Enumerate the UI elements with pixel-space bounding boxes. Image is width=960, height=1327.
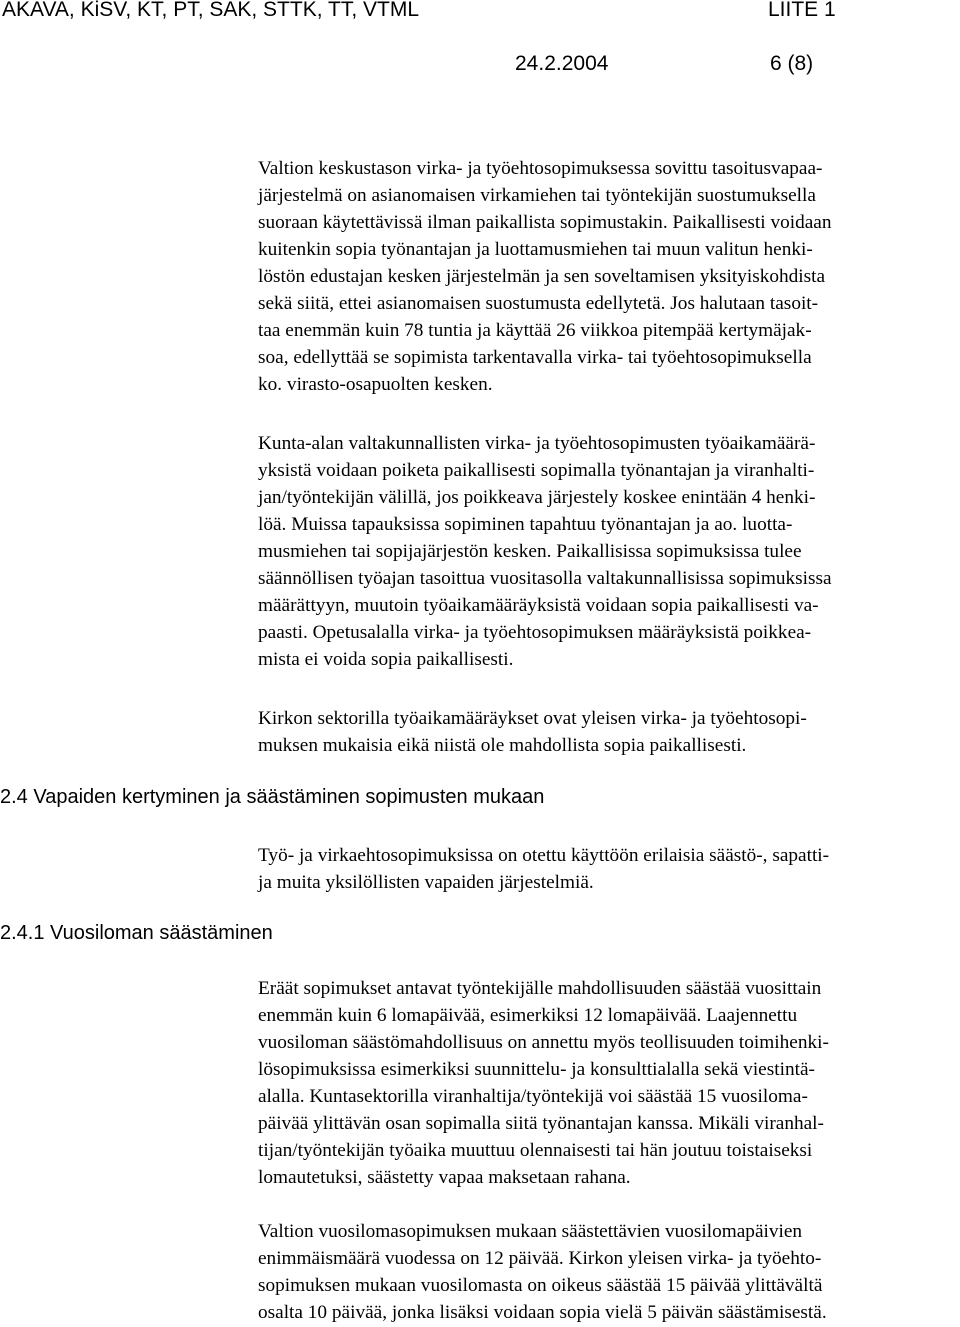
text-line: musmiehen tai sopijajärjestön kesken. Paikallisissa sopimuksissa tulee [258,541,802,562]
text-line: löä. Muissa tapauksissa sopiminen tapahtuu työnantajan ja ao. luotta- [258,514,793,535]
text-line: enemmän kuin 6 lomapäivää, esimerkiksi 12 lomapäivää. Laajennettu [258,1005,798,1026]
text-line: Valtion keskustason virka- ja työehtosopimuksessa sovittu tasoitusvapaa- [258,158,823,179]
text-line: järjestelmä on asianomaisen virkamiehen tai työntekijän suostumuksella [258,185,816,206]
text-line: määrättyyn, muutoin työaikamääräyksistä voidaan sopia paikallisesti va- [258,595,819,616]
text-line: mista ei voida sopia paikallisesti. [258,649,514,670]
header-page-number: 6 (8) [770,52,814,75]
text-line: paasti. Opetusalalla virka- ja työehtosopimuksen määräyksistä poikkea- [258,622,812,643]
header-organizations: AKAVA, KiSV, KT, PT, SAK, STTK, TT, VTML [2,0,420,21]
header-appendix: LIITE 1 [768,0,836,21]
text-line: lösopimuksissa esimerkiksi suunnittelu- ja konsulttialalla sekä viestintä- [258,1059,815,1080]
text-line: alalla. Kuntasektorilla viranhaltija/työntekijä voi säästää 15 vuosiloma- [258,1086,808,1107]
text-line: kuitenkin sopia työnantajan ja luottamusmiehen tai muun valitun henki- [258,239,813,260]
text-line: päivää ylittävän osan sopimalla siitä työnantajan kanssa. Mikäli viranhal- [258,1113,824,1134]
text-line: sopimuksen mukaan vuosilomasta on oikeus säästää 15 päivää ylittävältä [258,1275,823,1296]
section-heading-2-4: 2.4 Vapaiden kertyminen ja säästäminen sopimusten mukaan [0,786,545,808]
header-date: 24.2.2004 [515,52,609,75]
text-line: ko. virasto-osapuolten kesken. [258,374,493,395]
text-line: lomautetuksi, säästetty vapaa maksetaan rahana. [258,1167,631,1188]
text-line: jan/työntekijän välillä, jos poikkeava järjestely koskee enintään 4 henki- [258,487,816,508]
text-line: yksistä voidaan poiketa paikallisesti sopimalla työnantajan ja viranhalti- [258,460,815,481]
text-line: soa, edellyttää se sopimista tarkentavalla virka- tai työehtosopimuksella [258,347,812,368]
text-line: säännöllisen työajan tasoittua vuositasolla valtakunnallisissa sopimuksissa [258,568,832,589]
text-line: osalta 10 päivää, jonka lisäksi voidaan sopia vielä 5 päivän säästämisestä. [258,1302,827,1323]
text-line: suoraan käytettävissä ilman paikallista sopimustakin. Paikallisesti voidaan [258,212,832,233]
text-line: tijan/työntekijän työaika muuttuu olennaisesti tai hän joutuu toistaiseksi [258,1140,813,1161]
text-line: sekä siitä, ettei asianomaisen suostumusta edellytetä. Jos halutaan tasoit- [258,293,819,314]
text-line: Eräät sopimukset antavat työntekijälle mahdollisuuden säästää vuosittain [258,978,822,999]
section-heading-2-4-1: 2.4.1 Vuosiloman säästäminen [0,922,273,944]
text-line: löstön edustajan kesken järjestelmän ja sen soveltamisen yksityiskohdista [258,266,826,287]
text-line: ja muita yksilöllisten vapaiden järjestelmiä. [258,872,594,893]
text-line: muksen mukaisia eikä niistä ole mahdollista sopia paikallisesti. [258,735,747,756]
text-line: Kunta-alan valtakunnallisten virka- ja työehtosopimusten työaikamäärä- [258,433,816,454]
text-line: Valtion vuosilomasopimuksen mukaan säästettävien vuosilomapäivien [258,1221,803,1242]
text-line: vuosiloman säästömahdollisuus on annettu myös teollisuuden toimihenki- [258,1032,829,1053]
text-line: enimmäismäärä vuodessa on 12 päivää. Kirkon yleisen virka- ja työehto- [258,1248,822,1269]
text-line: Kirkon sektorilla työaikamääräykset ovat yleisen virka- ja työehtosopi- [258,708,807,729]
text-line: taa enemmän kuin 78 tuntia ja käyttää 26 viikkoa pitempää kertymäjak- [258,320,812,341]
text-line: Työ- ja virkaehtosopimuksissa on otettu käyttöön erilaisia säästö-, sapatti- [258,845,830,866]
